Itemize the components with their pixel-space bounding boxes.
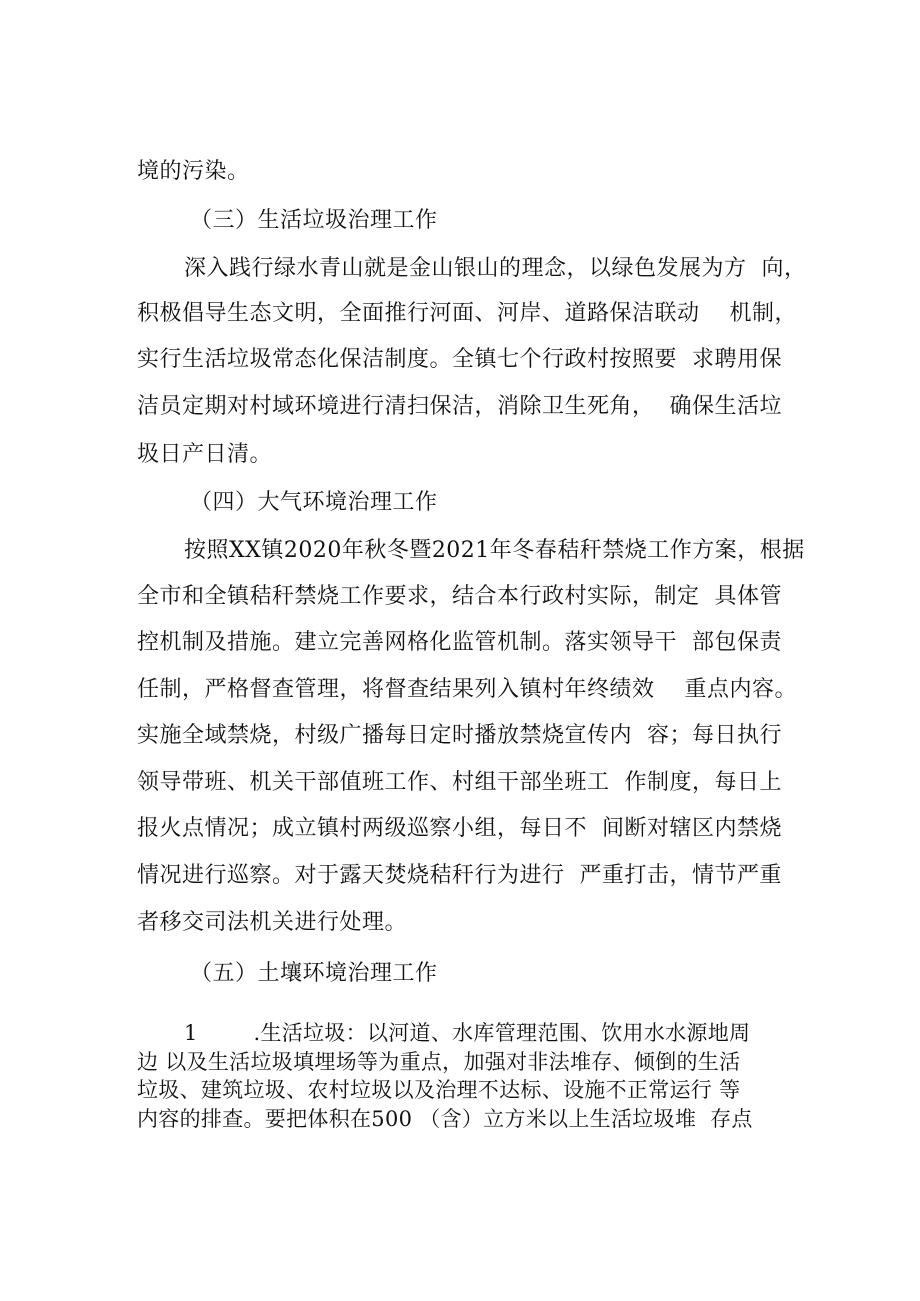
paragraph-line: 情况进行巡察。对于露天焚烧秸秆行为进行 严重打击，情节严重 [137, 863, 782, 888]
paragraph-line: 圾日产日清。 [137, 442, 273, 467]
paragraph-line: 积极倡导生态文明，全面推行河面、河岸、道路保洁联动 机制， [137, 301, 797, 326]
paragraph-line: 1 .生活垃圾：以河道、水库管理范围、饮用水水源地周 [184, 1021, 751, 1045]
paragraph-line: 者移交司法机关进行处理。 [137, 910, 408, 935]
paragraph-line: 按照XX镇2020年秋冬暨2021年冬春秸秆禁烧工作方案，根据 [184, 538, 805, 563]
paragraph-line: 实施全域禁烧，村级广播每日定时播放禁烧宣传内 容；每日执行 [137, 723, 782, 748]
paragraph-line: 报火点情况；成立镇村两级巡察小组，每日不 间断对辖区内禁烧 [137, 816, 782, 841]
paragraph-line: 边 以及生活垃圾填埋场等为重点，加强对非法堆存、倾倒的生活 [137, 1050, 741, 1074]
paragraph-line: 垃圾、建筑垃圾、农村垃圾以及治理不达标、设施不正常运行 等 [137, 1078, 741, 1102]
paragraph-line: 任制，严格督查管理，将督查结果列入镇村年终绩效 重点内容。 [137, 677, 797, 702]
paragraph-line: 控机制及措施。建立完善网格化监管机制。落实领导干 部包保责 [137, 630, 782, 655]
paragraph-line: 深入践行绿水青山就是金山银山的理念，以绿色发展为方 向， [184, 256, 807, 281]
section-heading: （三）生活垃圾治理工作 [190, 208, 438, 233]
paragraph-line: 领导带班、机关干部值班工作、村组干部坐班工 作制度，每日上 [137, 770, 782, 795]
paragraph-line: 实行生活垃圾常态化保洁制度。全镇七个行政村按照要 求聘用保 [137, 347, 782, 372]
paragraph-line: 境的污染。 [137, 159, 250, 184]
section-heading: （五）土壤环境治理工作 [190, 961, 438, 986]
paragraph-line: 洁员定期对村域环境进行清扫保洁，消除卫生死角， 确保生活垃 [137, 394, 782, 419]
paragraph-line: 内容的排查。要把体积在500 （含）立方米以上生活垃圾堆 存点 [137, 1107, 753, 1131]
section-heading: （四）大气环境治理工作 [190, 490, 438, 515]
paragraph-line: 全市和全镇秸秆禁烧工作要求，结合本行政村实际，制定 具体管 [137, 584, 782, 609]
